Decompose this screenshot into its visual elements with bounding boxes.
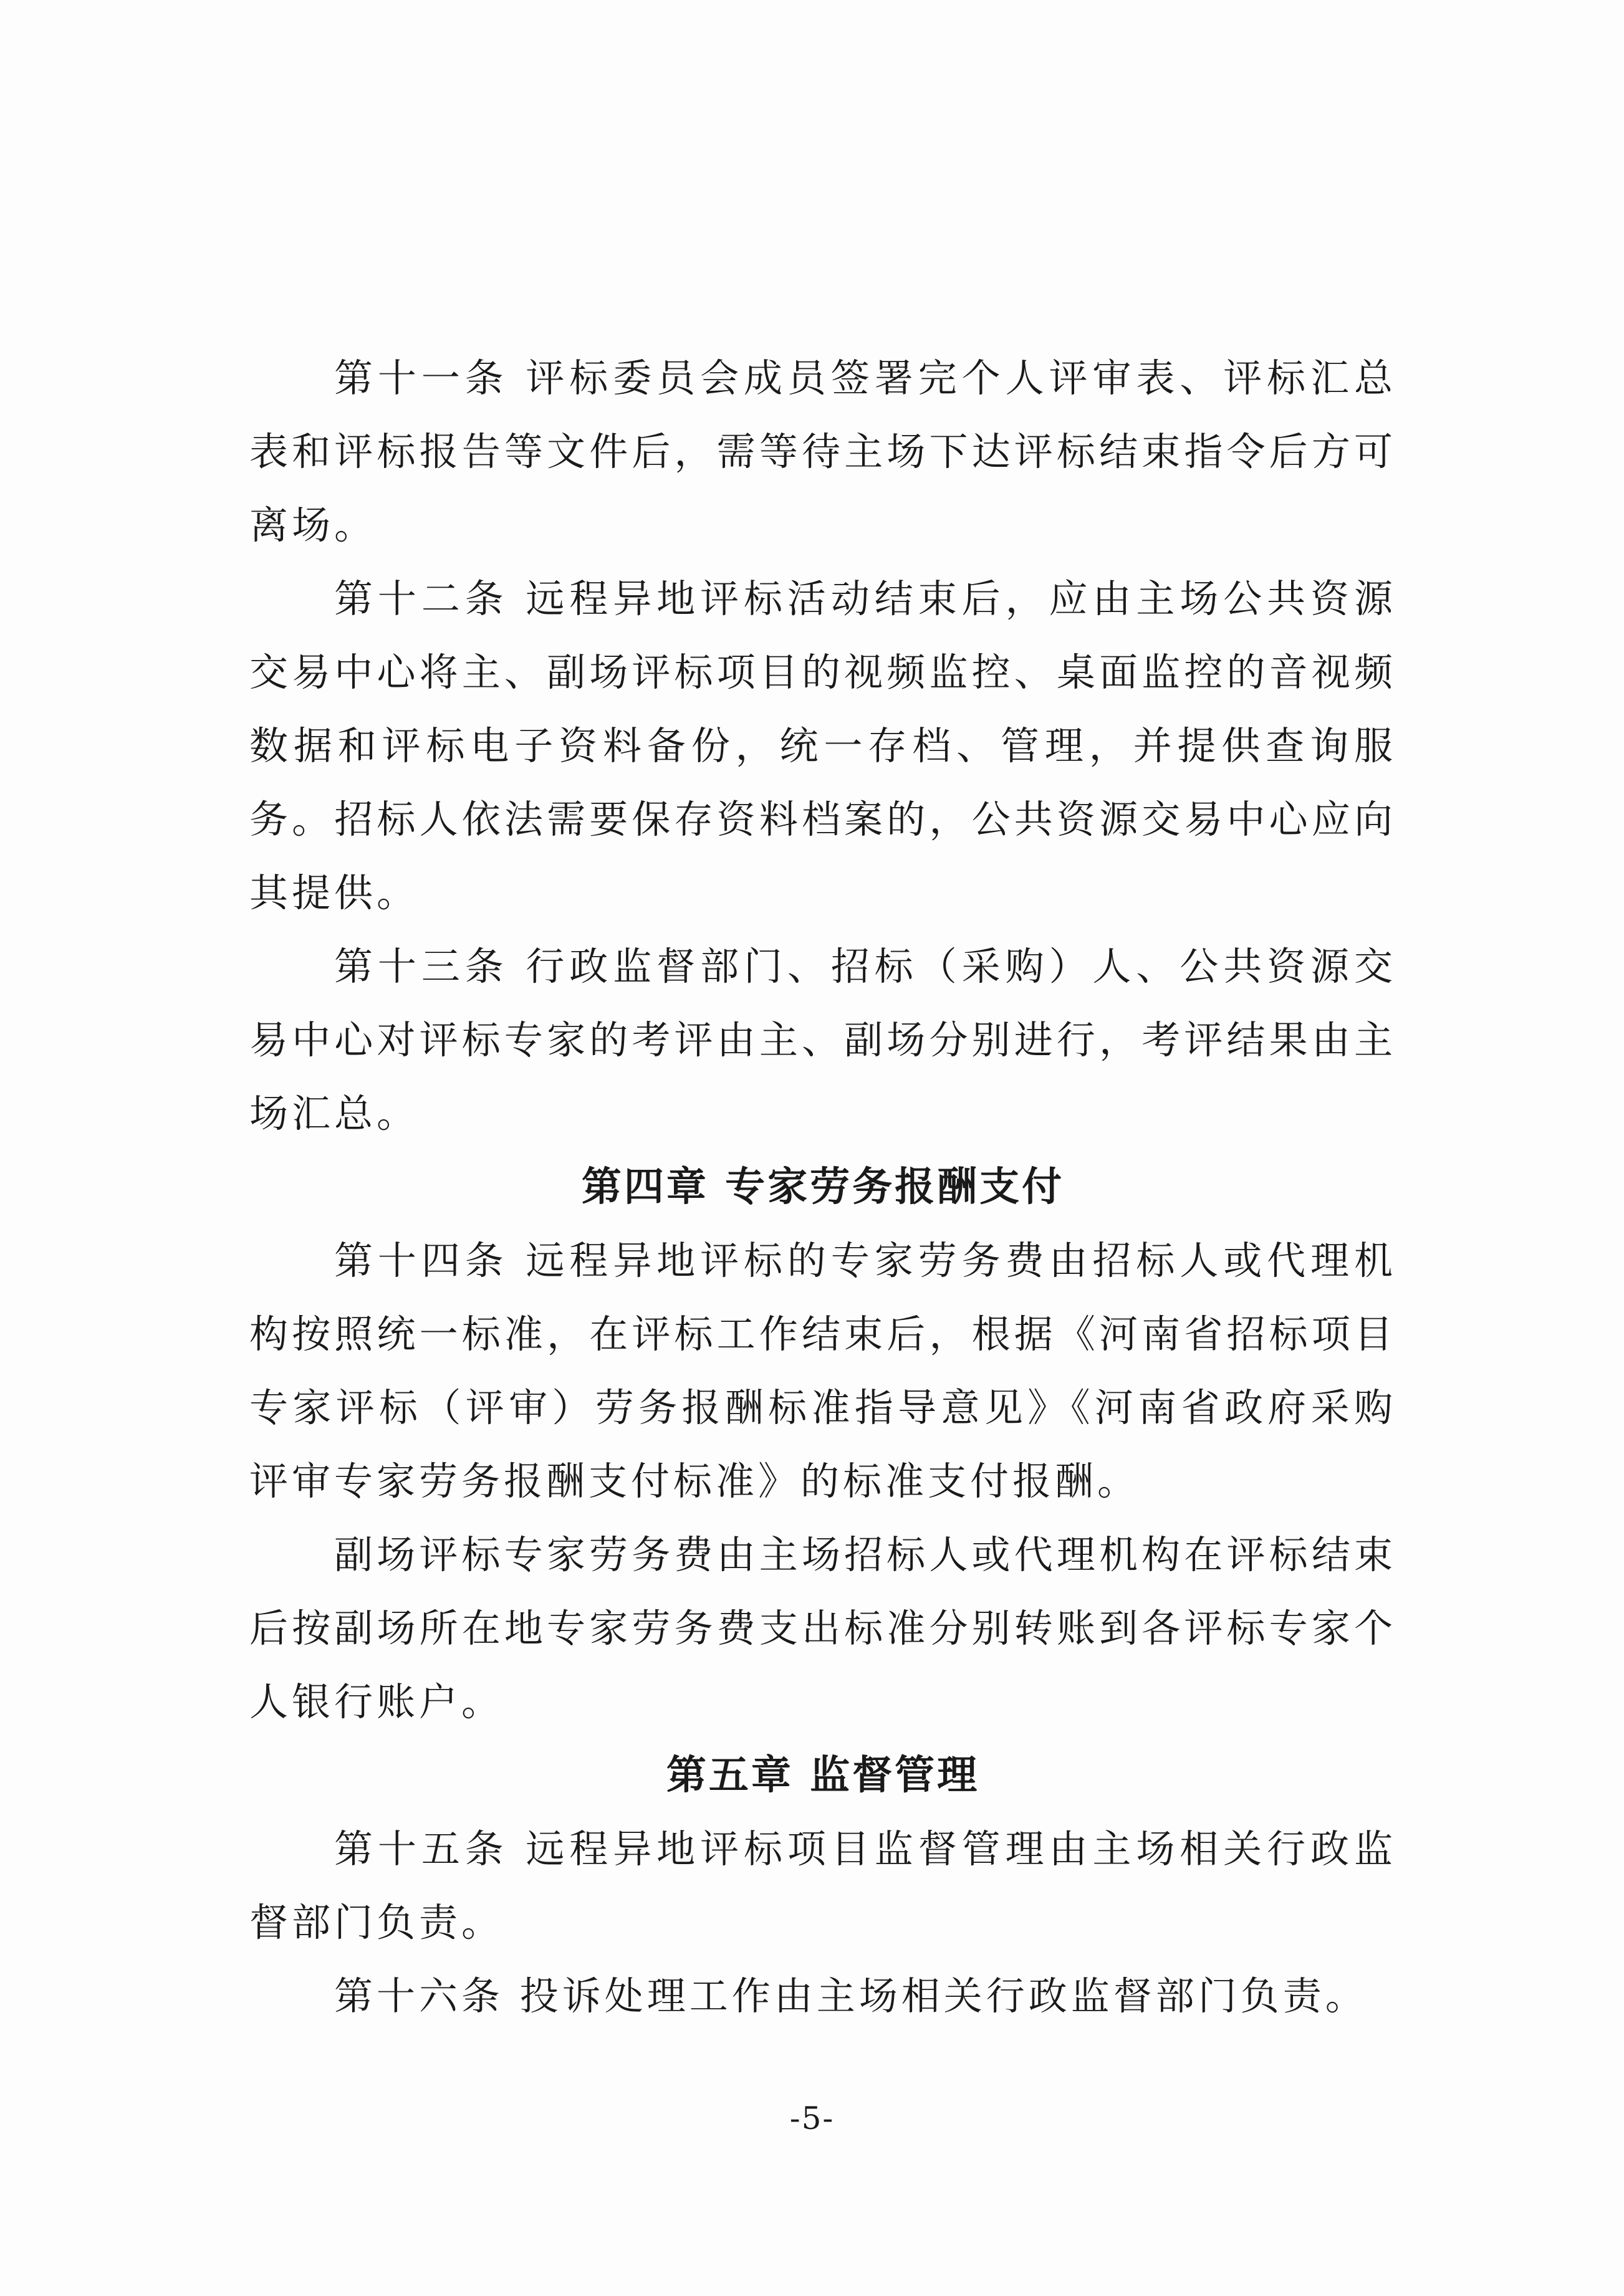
article-11: 第十一条 评标委员会成员签署完个人评审表、评标汇总表和评标报告等文件后，需等待主场下达评标结束指令后方可离场。 bbox=[249, 355, 1396, 548]
article-12: 第十二条 远程异地评标活动结束后，应由主场公共资源交易中心将主、副场评标项目的视频监控、桌面监控的音视频数据和评标电子资料备份，统一存档、管理，并提供查询服务。招标人依法需要保存资料档案的，公共资源交易中心应向其提供。 bbox=[249, 576, 1396, 916]
article-15: 第十五条 远程异地评标项目监督管理由主场相关行政监督部门负责。 bbox=[249, 1826, 1396, 1945]
chapter-4-heading: 第四章 专家劳务报酬支付 bbox=[581, 1164, 1065, 1210]
page-number: -5- bbox=[789, 2100, 835, 2136]
article-14-continuation: 副场评标专家劳务费由主场招标人或代理机构在评标结束后按副场所在地专家劳务费支出标准分别转账到各评标专家个人银行账户。 bbox=[249, 1532, 1396, 1724]
article-14: 第十四条 远程异地评标的专家劳务费由招标人或代理机构按照统一标准，在评标工作结束后，根据《河南省招标项目专家评标（评审）劳务报酬标准指导意见》《河南省政府采购评审专家劳务报酬支付标准》的标准支付报酬。 bbox=[249, 1238, 1396, 1504]
article-13: 第十三条 行政监督部门、招标（采购）人、公共资源交易中心对评标专家的考评由主、副场分别进行，考评结果由主场汇总。 bbox=[249, 944, 1396, 1136]
article-16: 第十六条 投诉处理工作由主场相关行政监督部门负责。 bbox=[334, 1973, 1368, 2019]
chapter-5-heading: 第五章 监督管理 bbox=[666, 1753, 980, 1799]
document-body bbox=[249, 342, 1396, 2033]
